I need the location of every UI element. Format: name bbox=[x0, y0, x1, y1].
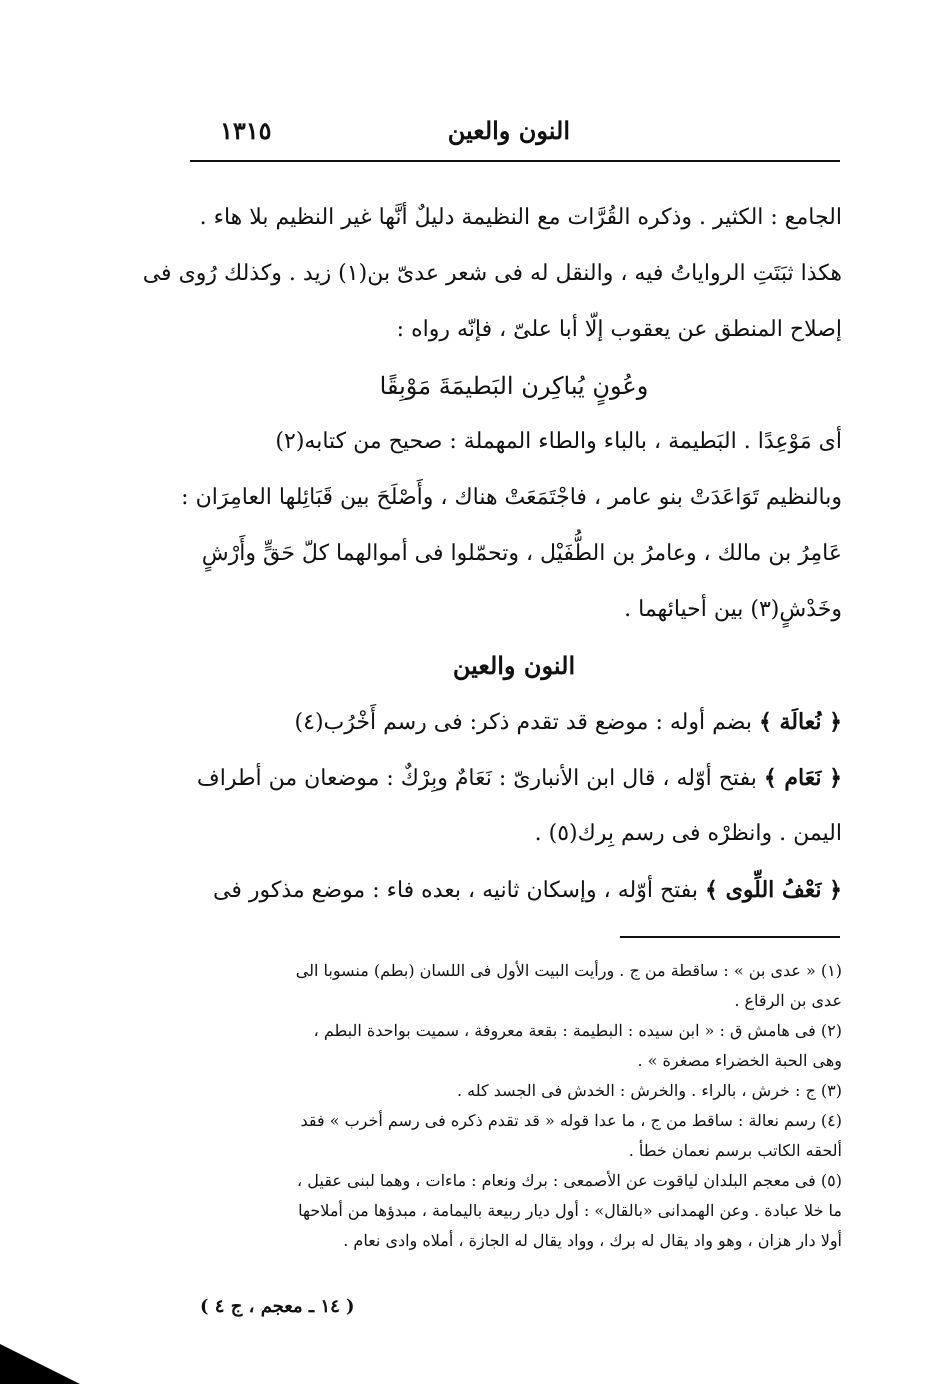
text-line: وخَدْشٍ(٣) بين أحيائهما . bbox=[624, 597, 842, 622]
footnote-line: عدى بن الرقاع . bbox=[734, 991, 842, 1010]
footnote-line: (١) « عدى بن » : ساقطة من ج . ورأيت البيت الأول فى اللسان (بطم) منسوبا الى bbox=[295, 961, 842, 980]
footnote-line: ألحقه الكاتب برسم نعمان خطأ . bbox=[628, 1141, 842, 1160]
page-number: ١٣١٥ bbox=[220, 116, 272, 145]
verse-line: وعُونٍ يُباكِرن البَطيمَةَ مَوْبِقًا bbox=[379, 372, 649, 400]
entry-line bbox=[186, 750, 842, 806]
text-line: عَامِرُ بن مالك ، وعامرُ بن الطُّفَيْل ، وتحمّلوا فى أموالهما كلّ حَقٍّ وأَرْشٍ bbox=[201, 541, 842, 566]
entry-line bbox=[186, 694, 842, 750]
page-header bbox=[190, 112, 840, 156]
text-line: وبالنظيم تَوَاعَدَتْ بنو عامر ، فاجْتَمَعَتْ هناك ، وأَصْلَحَ بين قَبَائِلها العامِرَان : bbox=[181, 485, 842, 510]
entry-text: بفتح أوّله ، وإسكان ثانيه ، بعده فاء : موضع مذكور فى bbox=[213, 878, 699, 903]
footnote-line: ما خلا عبادة . وعن الهمدانى «بالقال» : أول ديار ربيعة باليمامة ، مبدؤها من أملاحها bbox=[298, 1201, 842, 1220]
signature-mark: ( ١٤ ـ معجم ، ج ٤ ) bbox=[200, 1296, 355, 1317]
entry-text: بضم أوله : موضع قد تقدم ذكر: فى رسم أَخْرُب(٤) bbox=[294, 710, 752, 735]
section-title: النون والعين bbox=[452, 651, 576, 680]
text-line: إصلاح المنطق عن يعقوب إلّا أبا علىّ ، فإنّه رواه : bbox=[396, 317, 842, 342]
footnote-line: وهى الحبة الخضراء مصغرة » . bbox=[637, 1051, 842, 1070]
entry-headword: ﴿ نَعَام ﴾ bbox=[763, 765, 842, 791]
main-text bbox=[142, 190, 842, 918]
corner-triangle bbox=[0, 1344, 80, 1384]
header-rule bbox=[190, 160, 840, 162]
footnote-rule bbox=[620, 936, 840, 938]
text-line: هكذا ثبَتَتِ الرواياتُ فيه ، والنقل له فى شعر عدىّ بن(١) زيد . وكذلك رُوى فى bbox=[142, 261, 842, 286]
footnote-line: (٢) فى هامش ق : « ابن سيده : البطيمة : بقعة معروفة ، سميت بواحدة البطم ، bbox=[313, 1021, 842, 1040]
text-line: أى مَوْعِدًا . البَطيمة ، بالباء والطاء المهملة : صحيح من كتابه(٢) bbox=[275, 429, 842, 454]
entry-headword: ﴿ نُعالَة ﴾ bbox=[758, 709, 842, 735]
entry-line bbox=[186, 862, 842, 918]
footnote-line: (٥) فى معجم البلدان لياقوت عن الأصمعى : برك ونعام : ماءات ، وهما لبنى عقيل ، bbox=[297, 1171, 842, 1190]
footnote-line: أولا دار هزان ، وهو واد يقال له برك ، وواد يقال له الجازة ، أملاه وادى نعام . bbox=[343, 1231, 842, 1250]
footnote-line: (٤) رسم نعالة : ساقط من ج ، ما عدا قوله « قد تقدم ذكره فى رسم أخرب » فقد bbox=[300, 1111, 842, 1130]
entry-text: بفتح أوّله ، قال ابن الأنبارىّ : نَعَامٌ وبِرْكٌ : موضعان من أطراف bbox=[196, 766, 757, 791]
running-title: النون والعين bbox=[447, 116, 570, 145]
footnotes bbox=[186, 956, 842, 1256]
text-line: الجامع : الكثير . وذكره القُرَّات مع النظيمة دليلٌ أنَّها غير النظيم بلا هاء . bbox=[199, 205, 842, 230]
entry-headword: ﴿ نَعْفُ اللِّوى ﴾ bbox=[705, 877, 842, 903]
footnote-line: (٣) ج : خرش ، بالراء . والخرش : الخدش فى الجسد كله . bbox=[456, 1081, 842, 1100]
text-line: اليمن . وانظرْه فى رسم بِرك(٥) . bbox=[534, 821, 842, 846]
